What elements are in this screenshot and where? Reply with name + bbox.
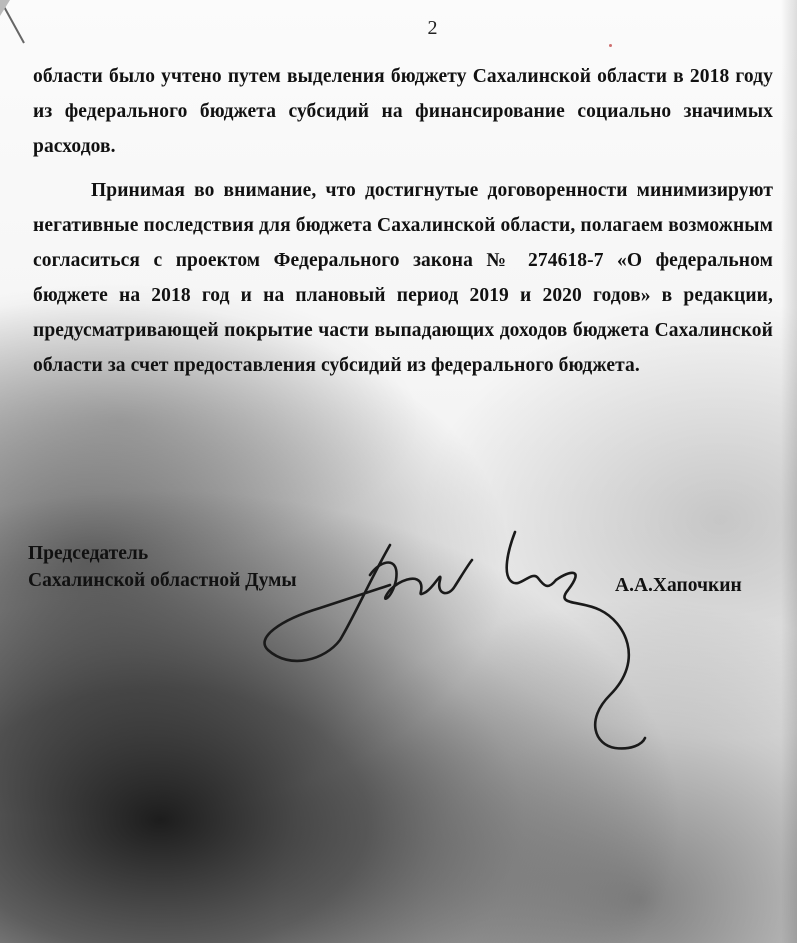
handwritten-signature: [250, 520, 670, 760]
paragraph-1: области было учтено путем выделения бюджету Сахалинской области в 2018 году из федерального бюджета субсидий на финансирование социально значимых расходов.: [33, 66, 773, 157]
paragraph-2: Принимая во внимание, что достигнутые договоренности минимизируют негативные последствия для бюджета Сахалинской области, полагаем возможным согласиться с проектом Федерального закона № 274618-7 «О федеральном бюджете на 2018 год и на плановый период 2019 и 2020 годов» в редакции, предусматривающей покрытие части выпадающих доходов бюджета Сахалинской области за счет предоставления субсидий из федерального бюджета.: [33, 180, 773, 376]
page-number: 2: [427, 17, 438, 39]
signer-title-line-1: Председатель: [28, 543, 149, 564]
signer-name: А.А.Хапочкин: [615, 575, 742, 596]
scan-speck: [609, 44, 612, 47]
scan-edge-shadow: [781, 0, 797, 943]
signer-title-line-2: Сахалинской областной Думы: [28, 570, 297, 591]
